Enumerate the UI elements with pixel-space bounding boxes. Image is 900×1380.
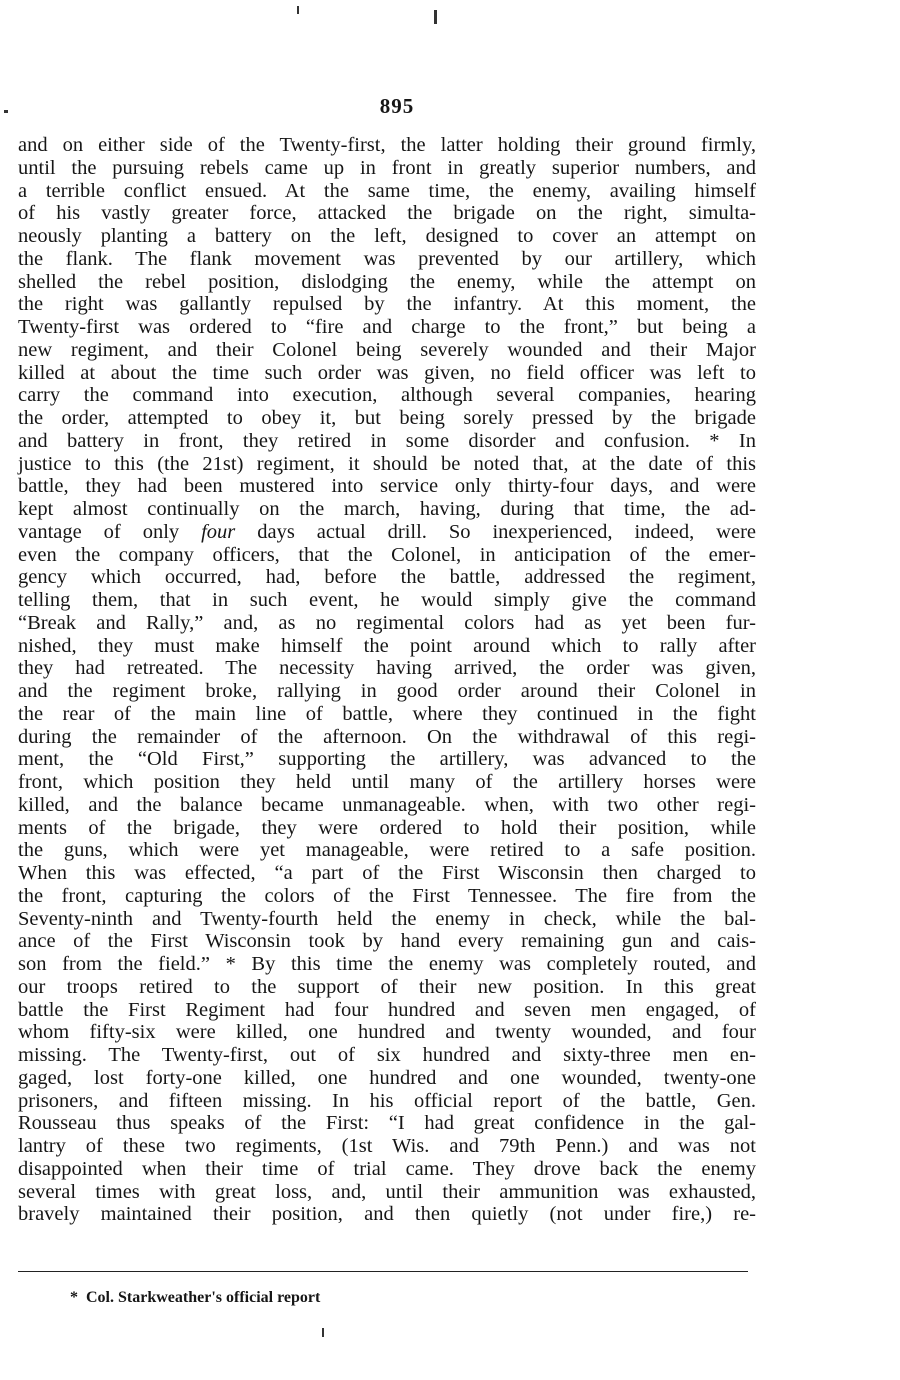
text-line: killed, and the balance became unmanageable. when, with two other regi-: [18, 793, 756, 816]
scan-speck: [322, 1328, 324, 1337]
text-line: ments of the brigade, they were ordered to hold their position, while: [18, 816, 756, 839]
text-line: Rousseau thus speaks of the First: “I had great confidence in the gal-: [18, 1112, 756, 1135]
text-line: battle, they had been mustered into service only thirty-four days, and were: [18, 475, 756, 498]
text-line: neously planting a battery on the left, designed to cover an attempt on: [18, 225, 756, 247]
text-line: the rear of the main line of battle, where they continued in the fight: [18, 702, 756, 725]
text-line: prisoners, and fifteen missing. In his official report of the battle, Gen.: [18, 1089, 756, 1112]
text-line: and the regiment broke, rallying in good order around their Colonel in: [18, 680, 756, 702]
scan-speck: [434, 10, 437, 24]
text-line: the guns, which were yet manageable, were retired to a safe position.: [18, 839, 756, 862]
text-line: a terrible conflict ensued. At the same time, the enemy, availing himself: [18, 179, 756, 202]
text-line: vantage of only four days actual drill. So inexperienced, indeed, were: [18, 520, 757, 543]
footnote-text: Col. Starkweather's official report: [86, 1289, 321, 1306]
scan-speck: [297, 6, 299, 14]
footnote: [70, 1289, 320, 1307]
text-line: nished, they must make himself the point around which to rally after: [18, 634, 756, 657]
text-line: killed at about the time such order was given, no field officer was left to: [18, 361, 756, 384]
text-line: until the pursuing rebels came up in front in greatly superior numbers, and: [18, 156, 756, 179]
text-line: ment, the “Old First,” supporting the artillery, was advanced to the: [18, 748, 756, 771]
page-number: 895: [379, 94, 415, 118]
text-line: even the company officers, that the Colonel, in anticipation of the emer-: [18, 543, 756, 566]
text-line: of his vastly greater force, attacked the brigade on the right, simulta-: [18, 202, 756, 225]
text-line: the flank. The flank movement was prevented by our artillery, which: [18, 247, 756, 270]
text-line: Seventy-ninth and Twenty-fourth held the enemy in check, while the bal-: [18, 907, 756, 930]
text-line: lantry of these two regiments, (1st Wis. and 79th Penn.) and was not: [18, 1135, 756, 1157]
text-line: justice to this (the 21st) regiment, it should be noted that, at the date of this: [18, 452, 756, 475]
text-line: the order, attempted to obey it, but being sorely pressed by the brigade: [18, 407, 756, 429]
text-line: ance of the First Wisconsin took by hand every remaining gun and cais-: [18, 930, 756, 953]
text-line: gaged, lost forty-one killed, one hundred and one wounded, twenty-one: [18, 1066, 756, 1089]
text-line: When this was effected, “a part of the First Wisconsin then charged to: [18, 862, 756, 884]
text-line: bravely maintained their position, and then quietly (not under fire,) re-: [18, 1203, 756, 1226]
text-line: Twenty-first was ordered to “fire and charge to the front,” but being a: [18, 316, 756, 338]
text-line: new regiment, and their Colonel being severely wounded and their Major: [18, 338, 756, 361]
text-line: gency which occurred, had, before the battle, addressed the regiment,: [18, 566, 756, 589]
text-line: missing. The Twenty-first, out of six hundred and sixty-three men en-: [18, 1044, 756, 1066]
text-line: our troops retired to the support of their new position. In this great: [18, 975, 756, 998]
text-line: telling them, that in such event, he would simply give the command: [18, 589, 756, 611]
text-line: the right was gallantly repulsed by the infantry. At this moment, the: [18, 293, 756, 316]
text-line: during the remainder of the afternoon. On the withdrawal of this regi-: [18, 725, 756, 748]
text-line: shelled the rebel position, dislodging the enemy, while the attempt on: [18, 270, 756, 293]
footnote-marker: *: [70, 1289, 78, 1306]
text-line: the front, capturing the colors of the First Tennessee. The fire from the: [18, 884, 756, 907]
text-line: they had retreated. The necessity having arrived, the order was given,: [18, 657, 756, 680]
text-line: whom fifty-six were killed, one hundred and twenty wounded, and four: [18, 1021, 756, 1044]
text-line: and battery in front, they retired in some disorder and confusion. * In: [18, 429, 756, 452]
text-line: several times with great loss, and, until their ammunition was exhausted,: [18, 1180, 756, 1203]
body-text: [18, 134, 756, 1226]
text-line: son from the field.” * By this time the enemy was completely routed, and: [18, 953, 756, 975]
text-line: “Break and Rally,” and, as no regimental colors had as yet been fur-: [18, 611, 756, 634]
footnote-divider: [18, 1271, 748, 1272]
text-line: front, which position they held until many of the artillery horses were: [18, 771, 756, 793]
text-line: battle the First Regiment had four hundred and seven men engaged, of: [18, 998, 756, 1021]
text-line: disappointed when their time of trial came. They drove back the enemy: [18, 1157, 756, 1180]
text-line: kept almost continually on the march, having, during that time, the ad-: [18, 498, 756, 520]
text-line: carry the command into execution, although several companies, hearing: [18, 384, 756, 407]
emphasis: four: [201, 520, 236, 543]
text-line: and on either side of the Twenty-first, the latter holding their ground firmly,: [18, 134, 756, 156]
